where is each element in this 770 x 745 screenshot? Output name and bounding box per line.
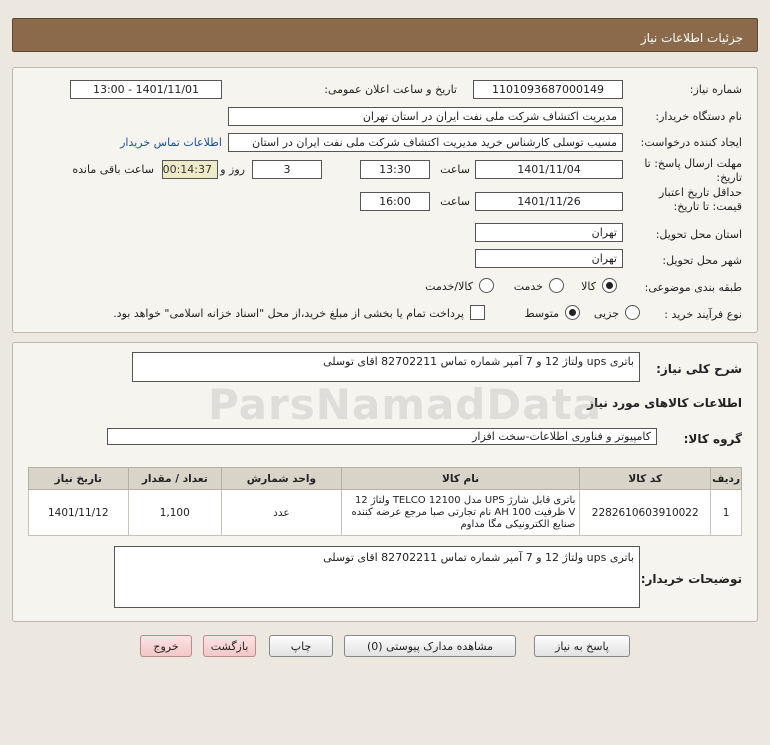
process-medium-radio[interactable] xyxy=(565,305,580,320)
buyer-org-label: نام دستگاه خریدار: xyxy=(655,110,742,123)
row-unit: عدد xyxy=(222,490,342,536)
reply-deadline-label: مهلت ارسال پاسخ: تا تاریخ: xyxy=(644,157,742,184)
process-minor-radio[interactable] xyxy=(625,305,640,320)
print-button[interactable]: چاپ xyxy=(269,635,333,657)
process-label: نوع فرآیند خرید : xyxy=(664,308,742,321)
need-number-field: 1101093687000149 xyxy=(473,80,623,99)
validity-time-field: 16:00 xyxy=(360,192,430,211)
summary-label: شرح کلی نیاز: xyxy=(656,362,742,376)
days-label: روز و xyxy=(220,163,245,176)
city-label: شهر محل تحویل: xyxy=(662,254,742,267)
category-service-radio[interactable] xyxy=(549,278,564,293)
treasury-payment-checkbox[interactable] xyxy=(470,305,485,320)
reply-time-label: ساعت xyxy=(440,163,470,176)
requester-field: مسیب توسلی کارشناس خرید مدیریت اکتشاف شرکت ملی نفت ایران در استان xyxy=(228,133,623,152)
category-goods-radio[interactable] xyxy=(602,278,617,293)
process-minor-label: جزیی xyxy=(593,307,619,320)
summary-field: باتری ups ولتاژ 12 و 7 آمپر شماره تماس 82702211 اقای توسلی xyxy=(132,352,640,382)
page-title: جزئیات اطلاعات نیاز xyxy=(12,18,758,52)
announce-label: تاریخ و ساعت اعلان عمومی: xyxy=(324,83,457,96)
reply-time-field: 13:30 xyxy=(360,160,430,179)
back-button[interactable]: بازگشت xyxy=(203,635,256,657)
days-field: 3 xyxy=(252,160,322,179)
goods-section-title: اطلاعات کالاهای مورد نیاز xyxy=(587,396,742,410)
table-row[interactable] xyxy=(29,490,742,536)
announce-field: 1401/11/01 - 13:00 xyxy=(70,80,222,99)
treasury-payment-note: پرداخت تمام یا بخشی از مبلغ خرید،از محل "اسناد خزانه اسلامی" خواهد بود. xyxy=(113,307,464,320)
col-qty: تعداد / مقدار xyxy=(128,468,221,490)
row-name: باتری قابل شارژ UPS مدل TELCO 12100 ولتاژ 12 V ظرفیت 100 AH نام تجارتی صبا مرجع عرضه کننده صنایع الکترونیکی مگا مداوم xyxy=(341,490,580,536)
buyer-contact-link[interactable]: اطلاعات تماس خریدار xyxy=(120,136,222,149)
buyer-org-field: مدیریت اکتشاف شرکت ملی نفت ایران در استان تهران xyxy=(228,107,623,126)
category-goods-service-radio[interactable] xyxy=(479,278,494,293)
category-goods-service-label: کالا/خدمت xyxy=(425,280,473,293)
col-name: نام کالا xyxy=(341,468,580,490)
process-medium-label: متوسط xyxy=(524,307,559,320)
row-code: 2282610603910022 xyxy=(580,490,711,536)
city-field: تهران xyxy=(475,249,623,268)
col-index: ردیف xyxy=(711,468,742,490)
validity-time-label: ساعت xyxy=(440,195,470,208)
remaining-label: ساعت باقی مانده xyxy=(72,163,154,176)
province-label: استان محل تحویل: xyxy=(655,228,742,241)
row-date: 1401/11/12 xyxy=(29,490,129,536)
buyer-notes-label: توضیحات خریدار: xyxy=(640,572,742,586)
col-unit: واحد شمارش xyxy=(222,468,342,490)
reply-date-field: 1401/11/04 xyxy=(475,160,623,179)
exit-button[interactable]: خروج xyxy=(140,635,192,657)
col-code: کد کالا xyxy=(580,468,711,490)
buyer-notes-field: باتری ups ولتاژ 12 و 7 آمپر شماره تماس 82702211 اقای توسلی xyxy=(114,546,640,608)
province-field: تهران xyxy=(475,223,623,242)
view-attachments-button[interactable]: مشاهده مدارک پیوستی (0) xyxy=(344,635,516,657)
category-label: طبقه بندی موضوعی: xyxy=(644,281,742,294)
category-goods-label: کالا xyxy=(581,280,596,293)
requester-label: ایجاد کننده درخواست: xyxy=(640,136,742,149)
col-date: تاریخ نیاز xyxy=(29,468,129,490)
validity-date-field: 1401/11/26 xyxy=(475,192,623,211)
category-service-label: خدمت xyxy=(513,280,543,293)
row-index: 1 xyxy=(711,490,742,536)
row-qty: 1,100 xyxy=(128,490,221,536)
goods-table-header xyxy=(29,468,742,490)
need-number-label: شماره نیاز: xyxy=(689,83,742,96)
reply-button[interactable]: پاسخ به نیاز xyxy=(534,635,630,657)
goods-table xyxy=(28,467,742,536)
goods-group-field: کامپیوتر و فناوری اطلاعات-سخت افزار xyxy=(107,428,657,445)
watermark-text: ParsNamadData xyxy=(208,380,602,429)
remaining-time-field: 00:14:37 xyxy=(162,160,218,179)
goods-group-label: گروه کالا: xyxy=(683,432,742,446)
validity-label: حداقل تاریخ اعتبار قیمت: تا تاریخ: xyxy=(658,186,742,213)
